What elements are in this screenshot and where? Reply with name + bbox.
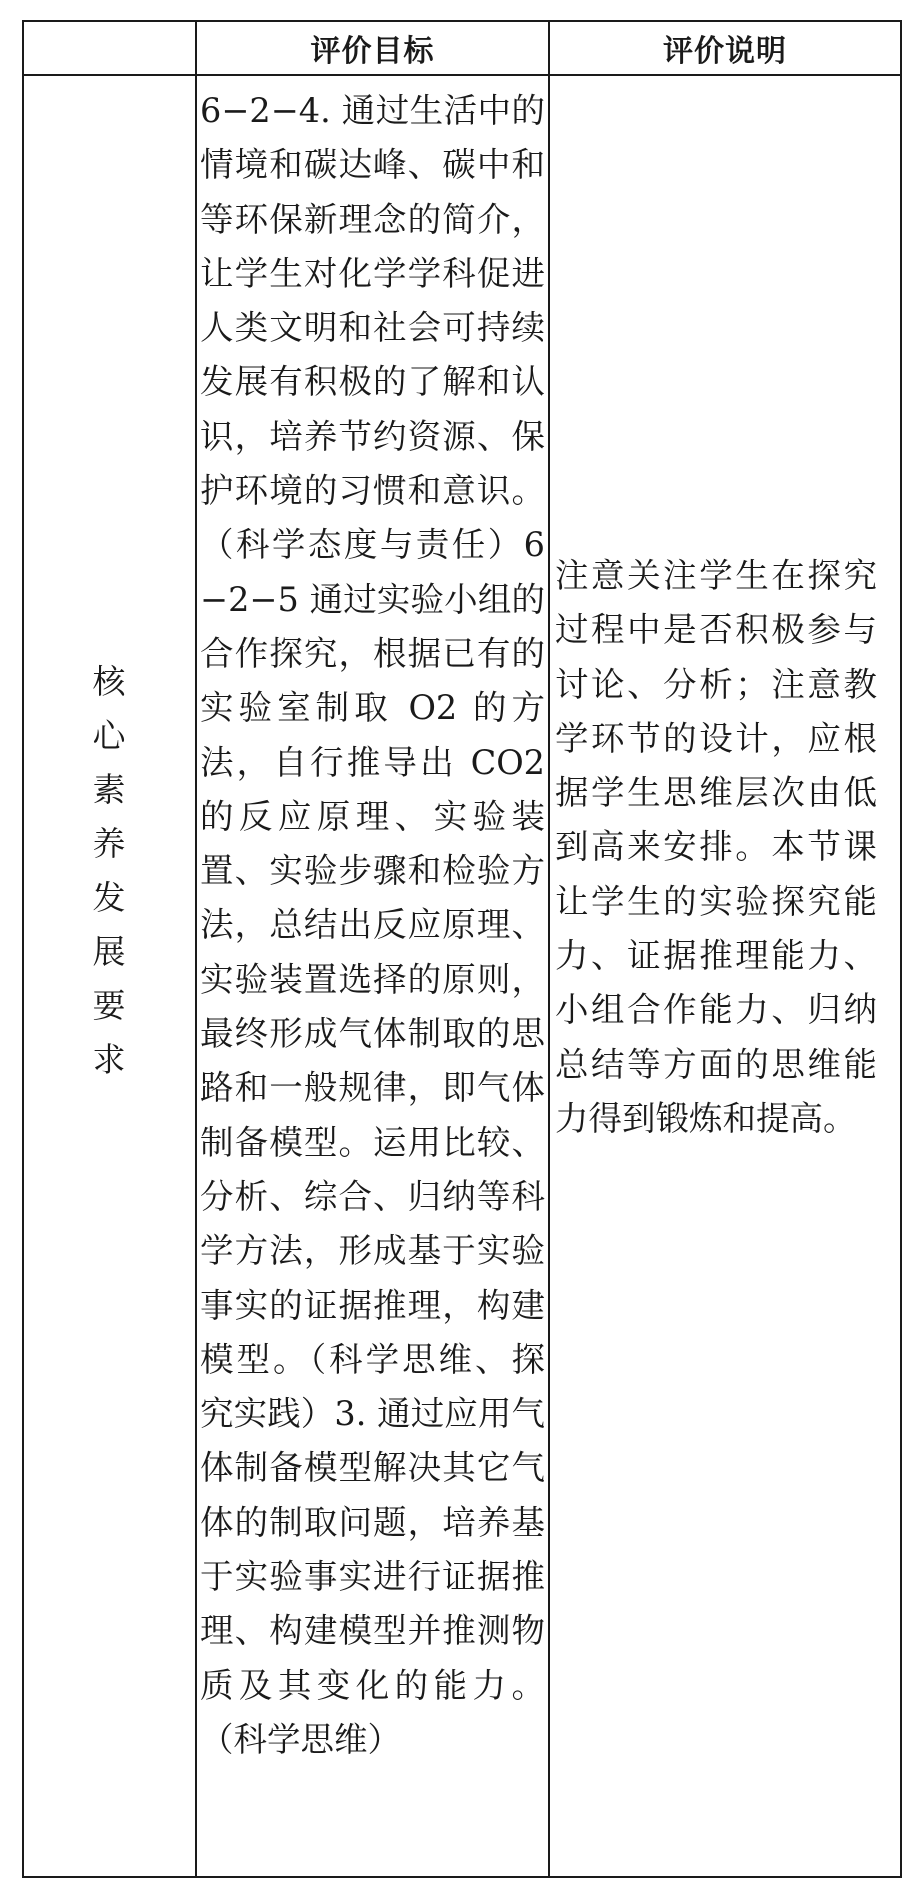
row-label-char: 素: [92, 770, 126, 809]
row-label-char: 要: [92, 986, 126, 1025]
row-label-char: 求: [92, 1040, 126, 1079]
row-label-char: 展: [92, 932, 126, 971]
header-cell-evaluation-description: 评价说明: [663, 34, 787, 69]
table-right-border: [900, 20, 902, 1878]
row-label-char: 核: [92, 662, 126, 701]
row-label-char: 养: [92, 824, 126, 863]
table-bottom-border: [22, 1876, 902, 1878]
evaluation-description-text: 注意关注学生在探究过程中是否积极参与讨论、分析；注意教学环节的设计，应根据学生思维层次由低到高来安排。本节课让学生的实验探究能力、证据推理能力、小组合作能力、归纳总结等方面的思维能力得到锻炼和提高。: [555, 556, 877, 1138]
row-label-core-literacy: [22, 655, 196, 1087]
row-label-char: 发: [92, 878, 126, 917]
row-label-char: 心: [92, 716, 126, 755]
table-header-divider: [22, 74, 902, 76]
header-cell-empty: [22, 22, 196, 74]
evaluation-goal-text: 6−2−4. 通过生活中的情境和碳达峰、碳中和等环保新理念的简介，让学生对化学学科促进人类文明和社会可持续发展有积极的了解和认识，培养节约资源、保护环境的习惯和意识。（科学态度与责任）6−2−5 通过实验小组的合作探究，根据已有的实验室制取 O2 的方法，自行推导出 CO2 的反应原理、实验装置、实验步骤和检验方法，总结出反应原理、实验装置选择的原则，最终形成气体制取的思路和一般规律，即气体制备模型。运用比较、分析、综合、归纳等科学方法，形成基于实验事实的证据推理，构建模型。（科学思维、探究实践）3. 通过应用气体制备模型解决其它气体的制取问题，培养基于实验事实进行证据推理、构建模型并推测物质及其变化的能力。（科学思维）: [200, 91, 545, 1759]
table-column-divider-2: [548, 20, 550, 1878]
header-cell-evaluation-goal: 评价目标: [310, 34, 435, 69]
